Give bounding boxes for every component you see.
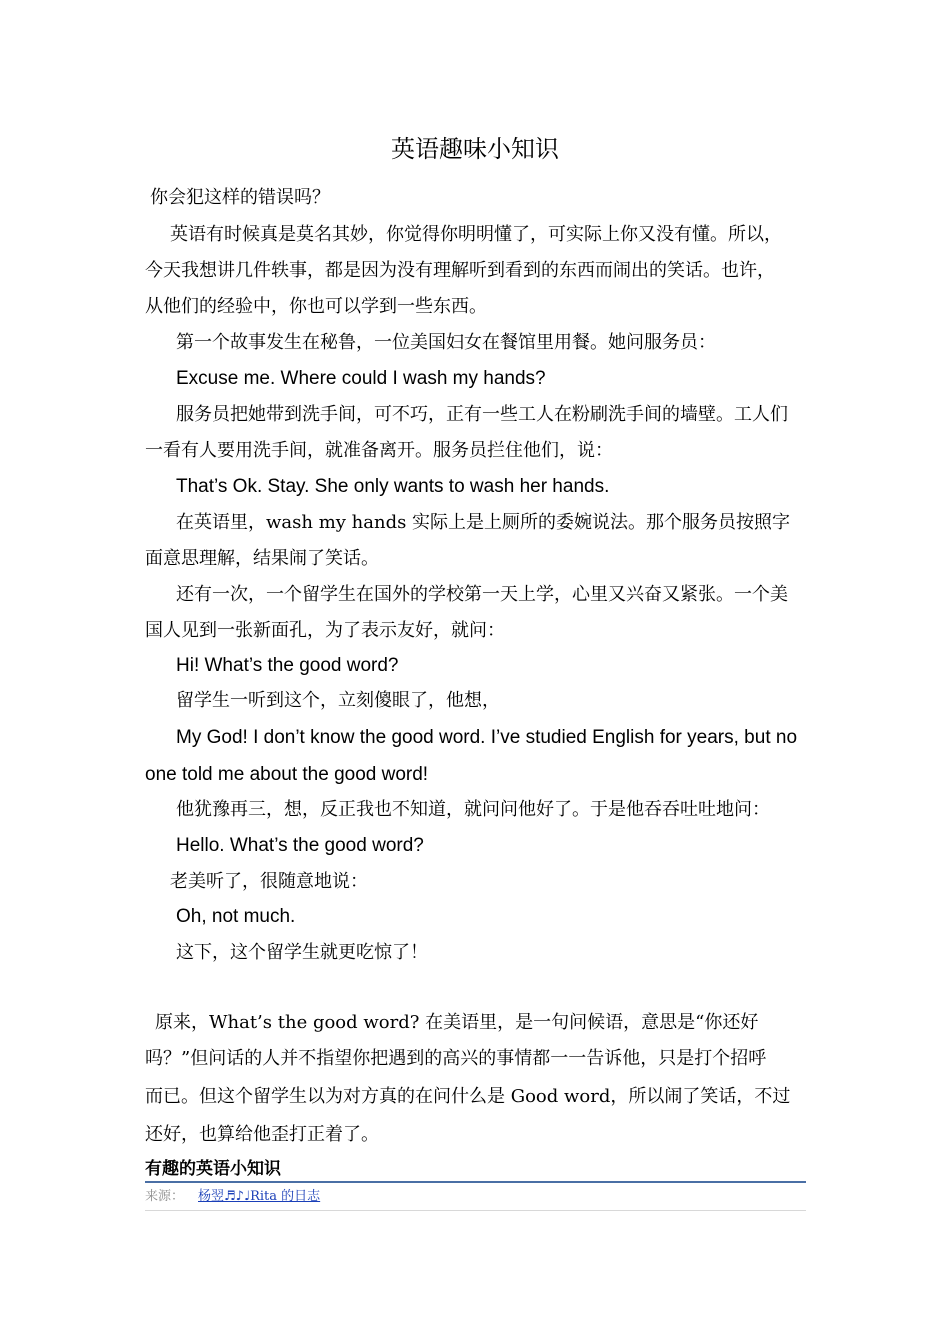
paragraph-line: 一看有人要用洗手间，就准备离开。服务员拦住他们，说： — [145, 440, 613, 461]
footer-heading: 有趣的英语小知识 — [145, 1159, 281, 1179]
english-quote-line: Excuse me. Where could I wash my hands? — [176, 368, 546, 389]
english-quote-line: Hi! What’s the good word? — [176, 655, 399, 676]
english-quote-line: Hello. What’s the good word? — [176, 835, 424, 856]
paragraph-line: 他犹豫再三，想，反正我也不知道，就问问他好了。于是他吞吞吐吐地问： — [176, 799, 770, 820]
paragraph-line: 英语有时候真是莫名其妙，你觉得你明明懂了，可实际上你又没有懂。所以， — [170, 224, 782, 245]
english-quote-line: one told me about the good word! — [145, 764, 429, 785]
paragraph-line: 国人见到一张新面孔，为了表示友好，就问： — [145, 620, 505, 641]
paragraph-line: 还有一次，一个留学生在国外的学校第一天上学，心里又兴奋又紧张。一个美 — [176, 584, 788, 605]
paragraph-line: 原来，What’s the good word? 在美语里，是一句问候语，意思是“你还好 — [155, 1012, 759, 1033]
english-quote-line: That’s Ok. Stay. She only wants to wash her hands. — [176, 476, 610, 497]
paragraph-line: 面意思理解，结果闹了笑话。 — [145, 548, 379, 569]
paragraph-line: 还好，也算给他歪打正着了。 — [145, 1124, 379, 1145]
paragraph-line: 服务员把她带到洗手间，可不巧，正有一些工人在粉刷洗手间的墙壁。工人们 — [176, 404, 788, 425]
paragraph-line: 你会犯这样的错误吗？ — [150, 187, 330, 208]
paragraph-line: 留学生一听到这个，立刻傻眼了，他想， — [176, 690, 500, 711]
footer-divider — [145, 1210, 806, 1211]
source-label: 来源： — [145, 1189, 185, 1204]
paragraph-line: 在英语里，wash my hands 实际上是上厕所的委婉说法。那个服务员按照字 — [176, 512, 791, 533]
paragraph-line: 今天我想讲几件轶事，都是因为没有理解听到看到的东西而闹出的笑话。也许， — [145, 260, 775, 281]
paragraph-line: 从他们的经验中，你也可以学到一些东西。 — [145, 296, 487, 317]
paragraph-line: 而已。但这个留学生以为对方真的在问什么是 Good word，所以闹了笑话，不过 — [145, 1086, 791, 1107]
document-title: 英语趣味小知识 — [391, 135, 559, 163]
english-quote-line: Oh, not much. — [176, 906, 296, 927]
heading-divider — [145, 1181, 806, 1183]
paragraph-line: 这下，这个留学生就更吃惊了！ — [176, 942, 428, 963]
source-line — [145, 1187, 320, 1207]
paragraph-line: 第一个故事发生在秘鲁，一位美国妇女在餐馆里用餐。她问服务员： — [176, 332, 716, 353]
paragraph-line: 吗？”但问话的人并不指望你把遇到的高兴的事情都一一告诉他，只是打个招呼 — [145, 1048, 767, 1069]
source-link[interactable]: 杨翌♬♪♩Rita 的日志 — [198, 1189, 321, 1204]
english-quote-line: My God! I don’t know the good word. I’ve studied English for years, but no — [176, 727, 798, 748]
paragraph-line: 老美听了，很随意地说： — [170, 871, 368, 892]
